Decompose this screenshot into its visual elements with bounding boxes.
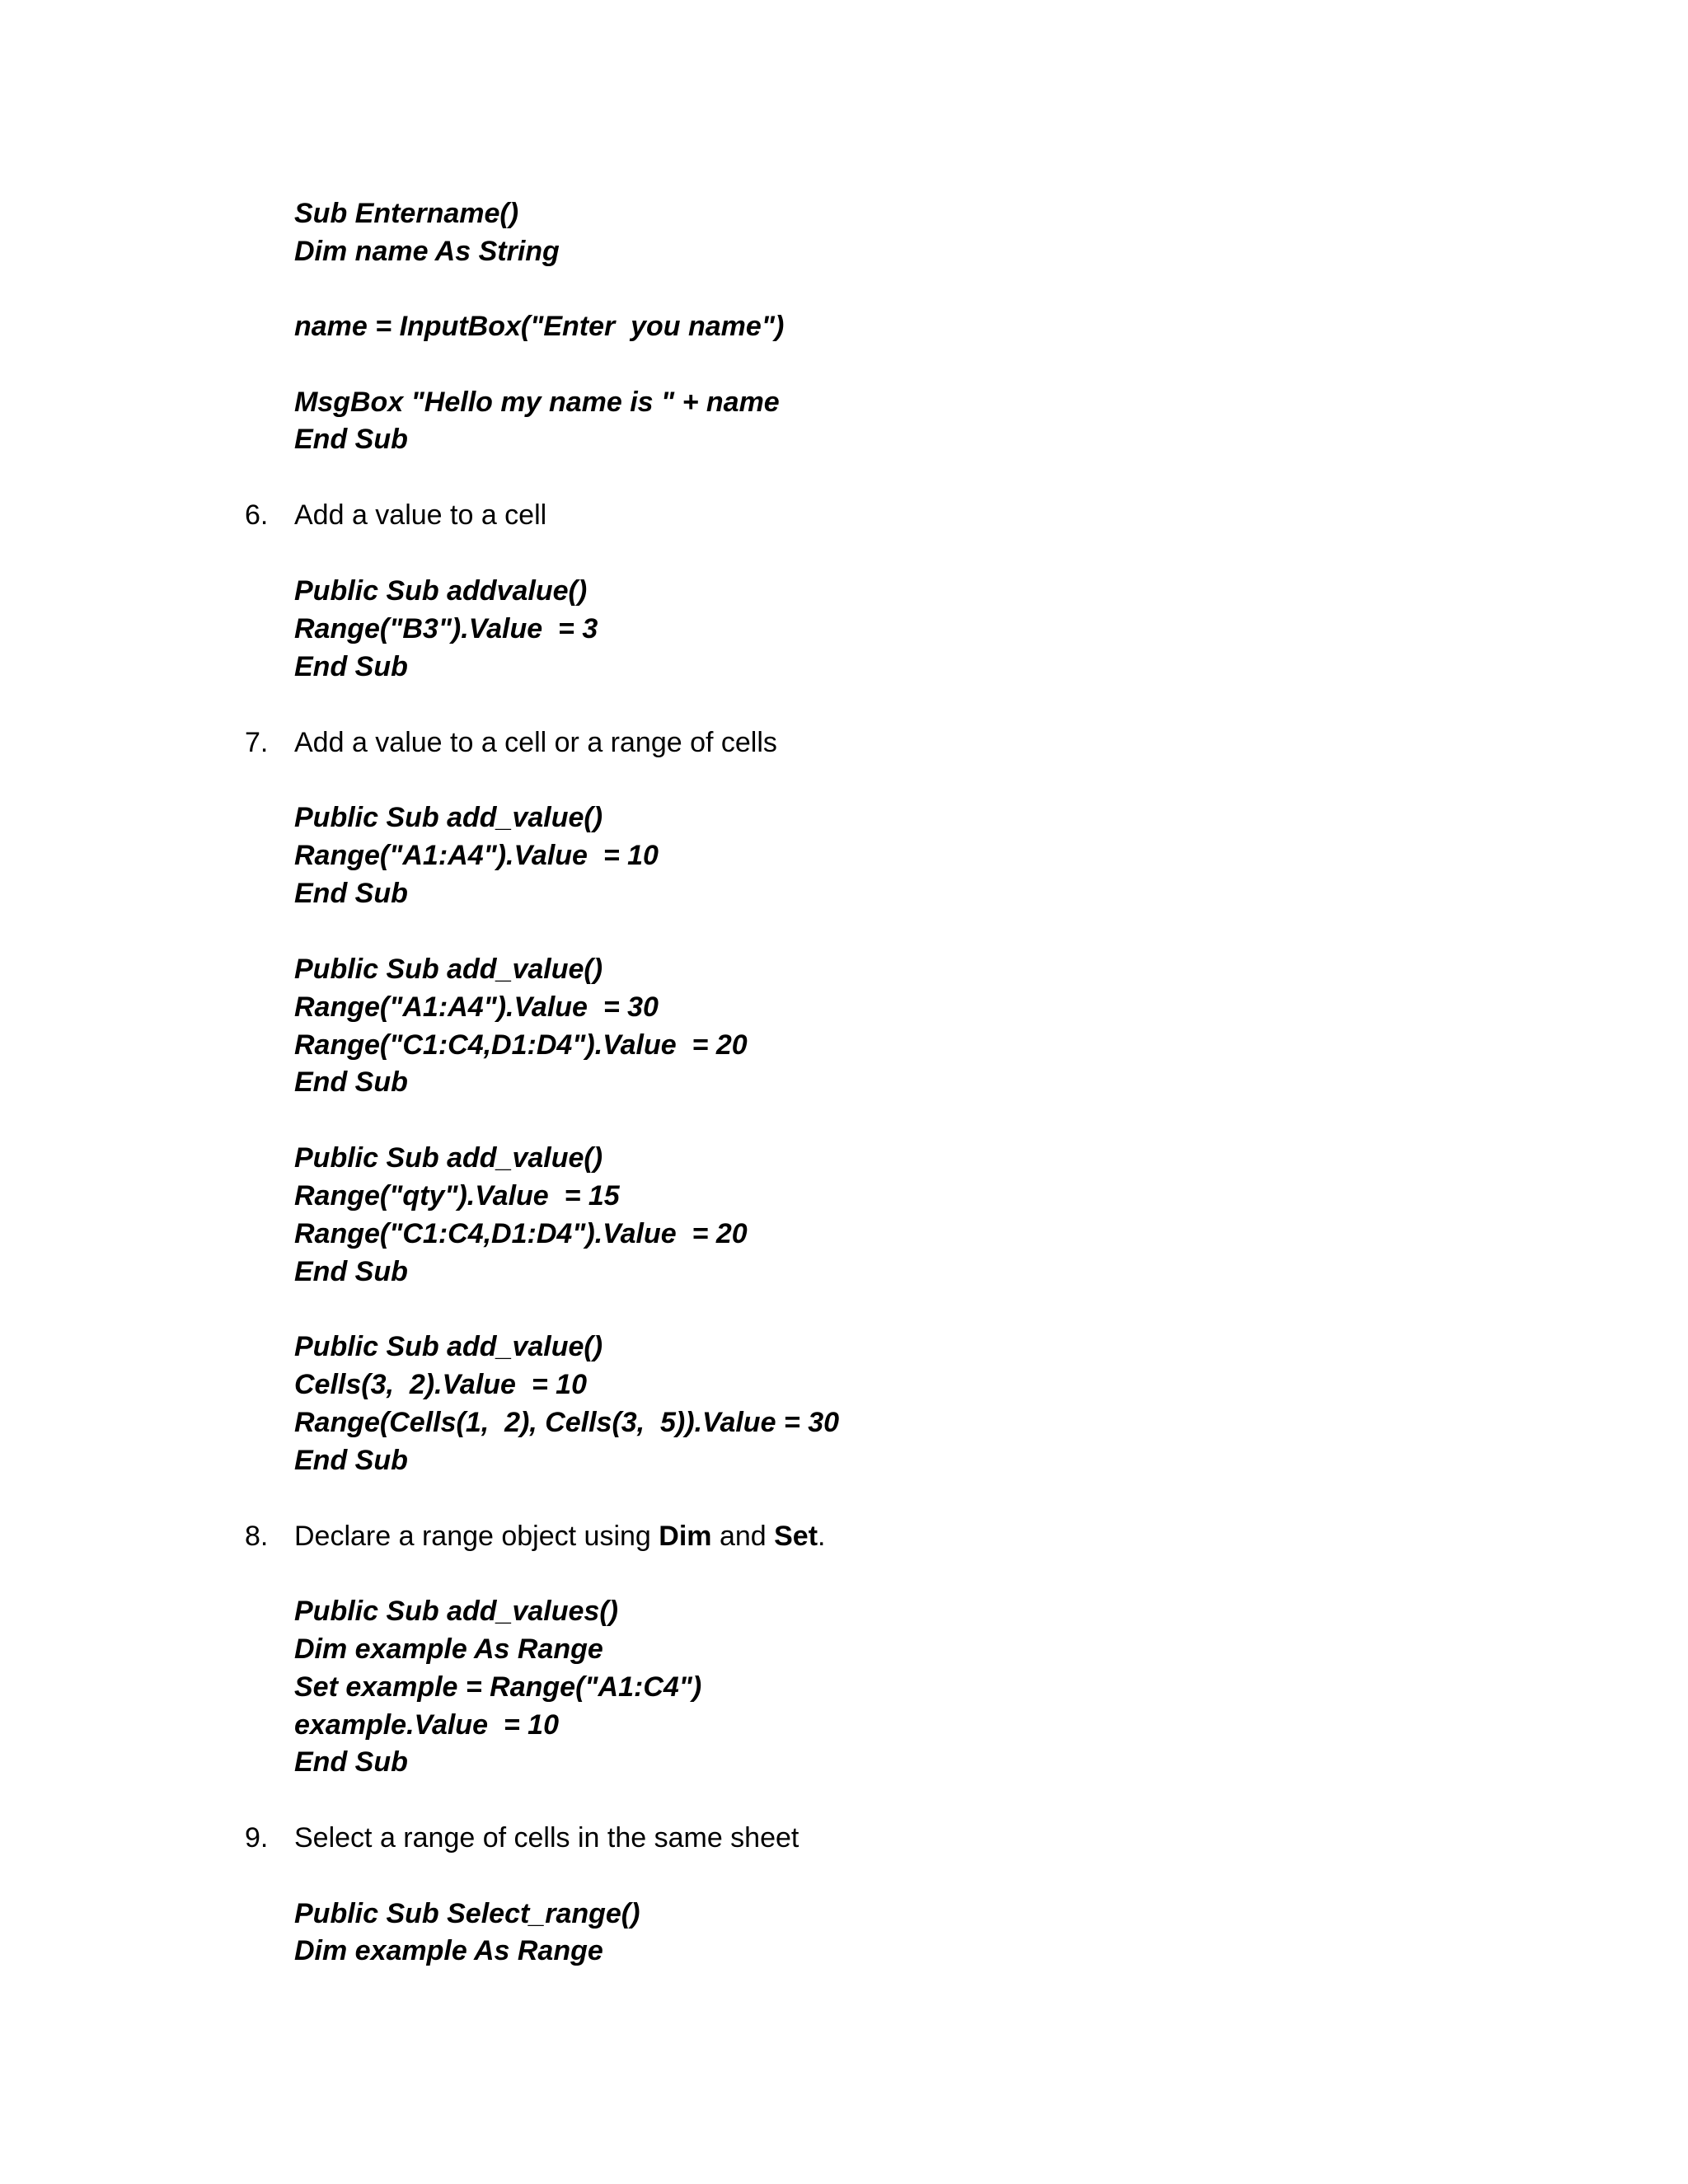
code-line: Range("C1:C4,D1:D4").Value = 20 [294,1029,748,1061]
code-line: Range(Cells(1, 2), Cells(3, 5)).Value = 30 [294,1407,840,1438]
list-item-title: Select a range of cells in the same sheet [294,1822,799,1854]
code-line: Public Sub add_value() [294,802,603,833]
code-line: Dim example As Range [294,1633,603,1665]
list-number: 6. [245,499,269,531]
code-line: End Sub [294,878,408,909]
code-line: Range("A1:A4").Value = 30 [294,991,659,1023]
list-item-title [294,1517,826,1555]
code-line: name = InputBox("Enter you name") [294,311,785,342]
code-line: Set example = Range("A1:C4") [294,1671,702,1703]
keyword-set: Set [774,1521,818,1552]
code-line: Dim example As Range [294,1935,603,1966]
code-line: Dim name As String [294,236,560,267]
code-line: MsgBox "Hello my name is " + name [294,387,780,418]
code-line: End Sub [294,1256,408,1287]
title-text: Declare a range object using [294,1521,659,1552]
code-line: Range("B3").Value = 3 [294,613,598,644]
code-line: End Sub [294,424,408,455]
code-line: End Sub [294,1746,408,1778]
code-line: Cells(3, 2).Value = 10 [294,1369,587,1400]
code-line: End Sub [294,651,408,682]
code-line: End Sub [294,1066,408,1098]
code-line: Range("C1:C4,D1:D4").Value = 20 [294,1218,748,1249]
code-line: Public Sub add_value() [294,954,603,985]
list-number: 8. [245,1521,269,1552]
title-text: and [711,1521,775,1552]
code-line: Range("qty").Value = 15 [294,1180,620,1212]
list-item-title: Add a value to a cell [294,499,547,531]
code-line: Public Sub add_value() [294,1331,603,1362]
keyword-dim: Dim [659,1521,712,1552]
code-line: Sub Entername() [294,198,519,229]
code-line: Public Sub addvalue() [294,575,588,607]
code-line: Public Sub add_value() [294,1142,603,1174]
code-line: example.Value = 10 [294,1709,559,1741]
list-number: 7. [245,727,269,758]
code-line: Public Sub add_values() [294,1596,618,1627]
code-line: Range("A1:A4").Value = 10 [294,840,659,871]
list-number: 9. [245,1822,269,1854]
code-line: End Sub [294,1445,408,1476]
list-item-title: Add a value to a cell or a range of cells [294,727,777,758]
code-line: Public Sub Select_range() [294,1898,640,1929]
title-text: . [818,1521,826,1552]
